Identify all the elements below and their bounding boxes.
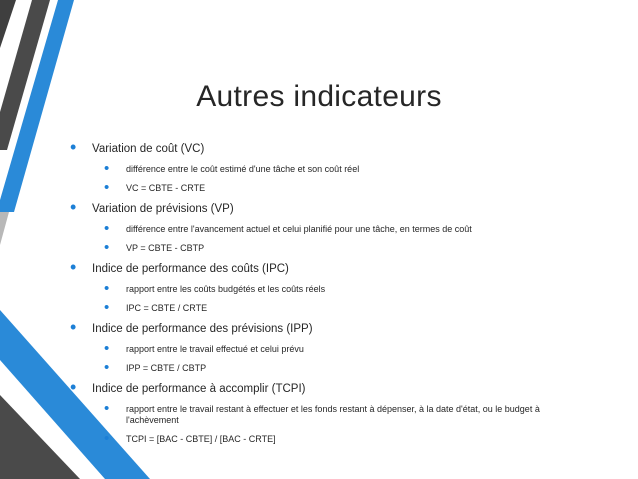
sub-bullet-item (70, 400, 586, 426)
sub-bullet-item (70, 359, 600, 376)
sub-bullet-text: rapport entre les coûts budgétés et les coûts réels (126, 284, 326, 294)
bullet-list (70, 137, 600, 453)
bullet-label: Variation de prévisions (VP) (92, 203, 234, 215)
sub-bullet-item (70, 430, 600, 447)
slide-title: Autres indicateurs (196, 80, 442, 113)
sub-bullet-text: rapport entre le travail restant à effectuer et les fonds restant à dépenser, à la date d'état, ou le budget à l'achèvement (126, 404, 540, 425)
bullet-icon: • (104, 400, 110, 417)
sub-bullet-text: rapport entre le travail effectué et celui prévu (126, 344, 304, 354)
bullet-label: Variation de coût (VC) (92, 143, 205, 155)
bullet-item-vc (70, 137, 600, 157)
sub-bullet-text: IPP = CBTE / CBTP (126, 363, 207, 373)
sub-bullet-text: différence entre l'avancement actuel et celui planifié pour une tâche, en termes de coût (126, 224, 472, 234)
sub-bullet-text: différence entre le coût estimé d'une tâche et son coût réel (126, 164, 360, 174)
sub-bullet-text: TCPI = [BAC - CBTE] / [BAC - CRTE] (126, 434, 276, 444)
bullet-icon: • (70, 137, 77, 157)
bullet-icon: • (104, 160, 110, 177)
bullet-icon: • (104, 280, 110, 297)
bullet-icon: • (104, 359, 110, 376)
bullet-icon: • (70, 317, 77, 337)
bullet-icon: • (104, 220, 110, 237)
bullet-icon: • (104, 340, 110, 357)
bullet-label: Indice de performance des prévisions (IPP) (92, 323, 313, 335)
sub-bullet-item (70, 220, 600, 237)
sub-bullet-item (70, 179, 600, 196)
bullet-icon: • (104, 179, 110, 196)
sub-bullet-item (70, 239, 600, 256)
bullet-icon: • (70, 377, 77, 397)
bullet-label: Indice de performance à accomplir (TCPI) (92, 383, 306, 395)
bullet-item-ipp (70, 317, 600, 337)
bullet-icon: • (70, 257, 77, 277)
bullet-item-ipc (70, 257, 600, 277)
sub-bullet-text: VC = CBTE - CRTE (126, 183, 206, 193)
bullet-item-vp (70, 197, 600, 217)
sub-bullet-text: VP = CBTE - CBTP (126, 243, 205, 253)
sub-bullet-item (70, 160, 600, 177)
bullet-icon: • (104, 430, 110, 447)
sub-bullet-text: IPC = CBTE / CRTE (126, 303, 208, 313)
sub-bullet-item (70, 340, 600, 357)
sub-bullet-item (70, 299, 600, 316)
bullet-label: Indice de performance des coûts (IPC) (92, 263, 289, 275)
sub-bullet-item (70, 280, 600, 297)
dark-gray-diagonal-band (0, 0, 16, 48)
bullet-icon: • (104, 239, 110, 256)
bullet-item-tcpi (70, 377, 600, 397)
bullet-icon: • (104, 299, 110, 316)
bullet-icon: • (70, 197, 77, 217)
light-gray-stripe (0, 212, 9, 245)
